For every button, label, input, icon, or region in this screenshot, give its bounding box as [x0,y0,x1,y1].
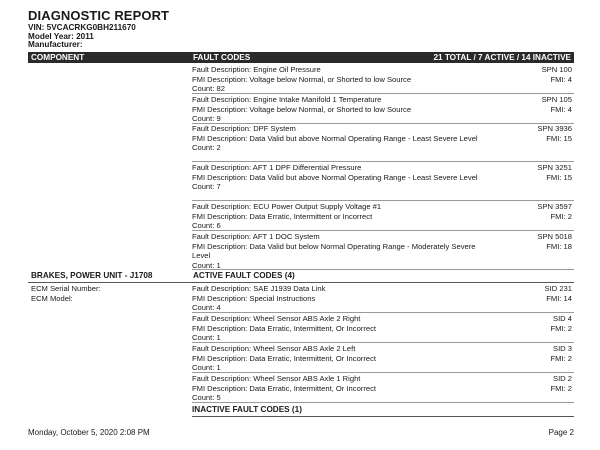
fmi-description: FMI Description: Data Erratic, Intermittent or Incorrect [192,211,373,221]
fault-count: Count: 5 [192,393,221,403]
sid-code: SID 2 [553,374,572,383]
report-title: DIAGNOSTIC REPORT [28,8,170,23]
fmi-description: FMI Description: Voltage below Normal, or Shorted to low Source [192,74,412,84]
vin: VIN: 5VCACRKG0BH211670 [28,23,136,32]
fmi-code: FMI: 15 [546,133,572,143]
ecm-serial-label: ECM Serial Number: [31,284,101,293]
fault-description: Fault Description: AFT 1 DOC System [192,232,320,241]
fault-description: Fault Description: ECU Power Output Supply Voltage #1 [192,202,382,211]
ecm-model-label: ECM Model: [31,293,73,303]
inactive-fault-codes-label: INACTIVE FAULT CODES (1) [192,404,574,417]
spn-code: SPN 100 [541,65,572,74]
fmi-description: FMI Description: Data Erratic, Intermittent, Or Incorrect [192,353,376,363]
fmi-code: FMI: 4 [550,74,572,84]
fault-codes [550,344,572,363]
footer-date: Monday, October 5, 2020 2:08 PM [28,428,150,437]
fault-codes [537,163,572,182]
table-header [28,52,574,63]
fmi-description: FMI Description: Data Valid but above Normal Operating Range - Least Severe Level [192,172,478,182]
fmi-code: FMI: 18 [546,241,572,251]
spn-code: SPN 3936 [537,124,572,133]
fault-count: Count: 1 [192,333,221,343]
fault-entry [192,124,574,162]
vehicle-info [28,24,136,50]
brakes-section-header [28,270,574,283]
fault-codes [542,65,572,84]
fmi-description: FMI Description: Data Valid but above Normal Operating Range - Least Severe Level [192,133,478,143]
fault-count: Count: 6 [192,221,221,231]
fault-entry [192,284,574,313]
fmi-description: FMI Description: Special Instructions [192,293,316,303]
sid-code: SID 231 [544,284,572,293]
fmi-description: FMI Description: Voltage below Normal, or Shorted to low Source [192,104,412,114]
fault-entry [192,314,574,343]
fault-codes [542,95,572,114]
spn-code: SPN 3251 [537,163,572,172]
fmi-code: FMI: 2 [550,383,572,393]
brakes-component-name: BRAKES, POWER UNIT - J1708 [31,271,153,280]
spn-code: SPN 3597 [537,202,572,211]
fault-description: Fault Description: Engine Intake Manifold 1 Temperature [192,95,382,104]
fault-entry [192,65,574,94]
fault-count: Count: 2 [192,143,221,153]
fmi-code: FMI: 2 [550,323,572,333]
fault-totals: 21 TOTAL / 7 ACTIVE / 14 INACTIVE [433,53,571,62]
fmi-code: FMI: 2 [550,211,572,221]
fault-count: Count: 1 [192,363,221,373]
fault-entry [192,95,574,124]
spn-code: SPN 105 [541,95,572,104]
fmi-code: FMI: 2 [550,353,572,363]
fault-description: Fault Description: Wheel Sensor ABS Axle 2 Left [192,344,356,353]
fault-count: Count: 82 [192,84,225,94]
model-year: Model Year: 2011 [28,31,94,41]
fault-entry [192,163,574,201]
fmi-description: FMI Description: Data Erratic, Intermittent, Or Incorrect [192,383,376,393]
fmi-description: FMI Description: Data Valid but below Normal Operating Range - Moderately Severe Level [192,241,476,261]
sid-code: SID 4 [553,314,572,323]
fault-codes [537,202,572,221]
active-fault-codes-label: ACTIVE FAULT CODES (4) [193,271,295,280]
spn-code: SPN 5018 [537,232,572,241]
fault-codes [550,374,572,393]
fault-entry [192,344,574,373]
fault-entry [192,202,574,231]
fault-count: Count: 7 [192,182,221,192]
manufacturer: Manufacturer: [28,40,83,50]
ecm-info [31,284,101,303]
fault-count: Count: 1 [192,260,221,270]
fault-codes-column-header: FAULT CODES [193,53,251,62]
fmi-code: FMI: 14 [546,293,572,303]
component-column-header: COMPONENT [31,53,85,62]
fault-codes [537,124,572,143]
fault-description: Fault Description: Engine Oil Pressure [192,65,321,74]
fault-description: Fault Description: AFT 1 DPF Differential Pressure [192,163,362,172]
fmi-code: FMI: 4 [550,104,572,114]
sid-code: SID 3 [553,344,572,353]
page-number: Page 2 [548,428,574,437]
fmi-code: FMI: 15 [546,172,572,182]
fmi-description: FMI Description: Data Erratic, Intermittent, Or Incorrect [192,323,376,333]
fault-description: Fault Description: SAE J1939 Data Link [192,284,326,293]
fault-entry [192,374,574,403]
fault-codes [537,232,572,251]
fault-description: Fault Description: DPF System [192,124,296,133]
fault-entry [192,232,574,270]
fault-description: Fault Description: Wheel Sensor ABS Axle 1 Right [192,374,361,383]
fault-count: Count: 4 [192,303,221,313]
fault-count: Count: 9 [192,114,221,124]
fault-description: Fault Description: Wheel Sensor ABS Axle 2 Right [192,314,361,323]
fault-codes [545,284,572,303]
fault-codes [550,314,572,333]
